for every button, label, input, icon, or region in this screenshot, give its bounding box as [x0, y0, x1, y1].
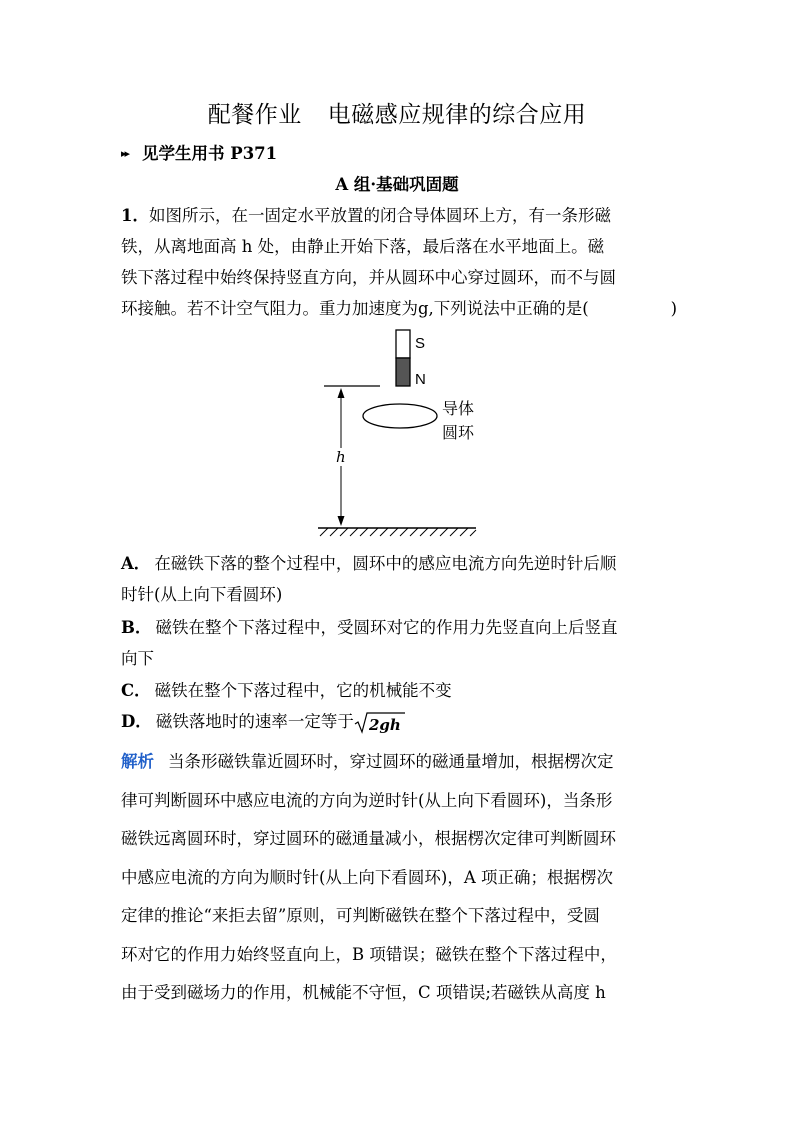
analysis-label: 解析 — [121, 752, 154, 771]
ring-label-1: 导体 — [442, 399, 475, 418]
option-a: A． 在磁铁下落的整个过程中，圆环中的感应电流方向先逆时针后顺 时针(从上向下看圆环) — [121, 554, 617, 604]
double-arrow-icon: ▸▸ — [121, 147, 129, 160]
ring-label-2: 圆环 — [442, 423, 475, 442]
question-stem — [121, 200, 677, 324]
pole-s-label: S — [415, 335, 426, 352]
question-line-4: 环接触。若不计空气阻力。重力加速度为g,下列说法中正确的是( ) — [121, 293, 677, 324]
arrow-head-up — [338, 388, 345, 398]
pole-n-label: N — [415, 371, 426, 388]
sqrt-radicand: 2gh — [368, 715, 401, 734]
option-a-key: A． — [121, 554, 151, 573]
book-reference — [121, 140, 277, 164]
question-line-3: 铁下落过程中始终保持竖直方向，并从圆环中心穿过圆环，而不与圆 — [121, 268, 616, 287]
title-right: 电磁感应规律的综合应用 — [327, 102, 587, 128]
option-b-key: B． — [121, 618, 152, 637]
option-b: B． 磁铁在整个下落过程中，受圆环对它的作用力先竖直向上后竖直 向下 — [121, 618, 618, 668]
analysis-block: 解析 当条形磁铁靠近圆环时，穿过圆环的磁通量增加，根据楞次定 律可判断圆环中感应电流的方向为逆时针(从上向下看圆环)，当条形 磁铁远离圆环时，穿过圆环的磁通量减小，根据楞次定律可判断圆环 中感应电流的方向为顺时针(从上向下看圆环)，A 项正确；根据楞次 定律的推论“来拒去留”原则，可判断磁铁在整个下落过程中，受圆 环对它的作用力始终竖直向上，B 项错误；磁铁在整个下落过程中， 由于受到磁场力的作用，机械能不守恒，C 项错误;若磁铁从高度 h — [121, 752, 617, 1002]
sqrt-expression — [354, 711, 406, 735]
book-reference-text: 见学生用书 P371 — [142, 144, 278, 163]
page-title — [0, 96, 794, 129]
question-line-2: 铁，从离地面高 h 处，由静止开始下落，最后落在水平地面上。磁 — [121, 237, 605, 256]
magnet-ring-figure — [310, 328, 490, 538]
group-heading: A 组·基础巩固题 — [335, 175, 459, 194]
question-number: 1． — [121, 206, 149, 225]
conductor-ring — [363, 404, 437, 428]
ground-hatching — [320, 528, 476, 536]
option-c-key: C． — [121, 681, 151, 700]
answer-paren: ) — [670, 299, 677, 318]
arrow-head-down — [338, 516, 345, 526]
title-left: 配餐作业 — [207, 102, 302, 128]
option-c: C． 磁铁在整个下落过程中，它的机械能不变 — [121, 681, 452, 700]
option-d: D． 磁铁落地时的速率一定等于 2gh — [121, 706, 677, 737]
option-d-key: D． — [121, 712, 152, 731]
height-label: h — [336, 448, 346, 466]
magnet-n-pole — [396, 358, 410, 386]
magnet-s-pole — [396, 330, 410, 358]
question-line-1: 1．如图所示，在一固定水平放置的闭合导体圆环上方，有一条形磁 — [121, 206, 611, 225]
